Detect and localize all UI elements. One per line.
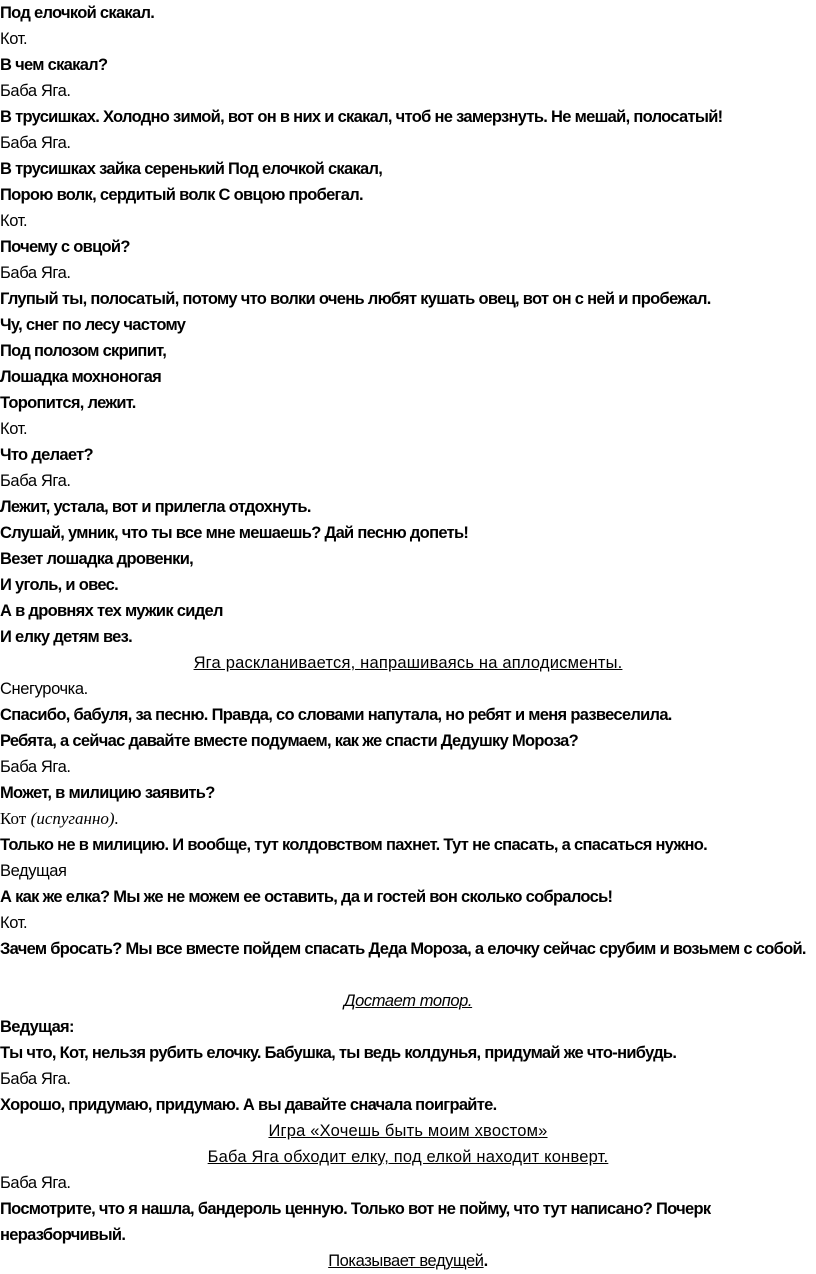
text-line: Что делает? xyxy=(0,446,93,464)
text-line: В трусишках. Холодно зимой, вот он в них и скакал, чтоб не замерзнуть. Не мешай, полосатый! xyxy=(0,108,723,126)
speaker-line: Снегурочка. xyxy=(0,680,88,698)
speaker-line: Баба Яга. xyxy=(0,472,71,490)
speaker-line xyxy=(0,806,816,833)
text-line: Только не в милицию. И вообще, тут колдовством пахнет. Тут не спасать, а спасаться нужно. xyxy=(0,836,707,854)
text-line: Чу, снег по лесу частому xyxy=(0,316,186,334)
text-line: Торопится, лежит. xyxy=(0,394,136,412)
text-line: Ребята, а сейчас давайте вместе подумаем, как же спасти Дедушку Мороза? xyxy=(0,732,579,750)
text-line: Почему с овцой? xyxy=(0,238,130,256)
text-line: Посмотрите, что я нашла, бандероль ценную. Только вот не пойму, что тут написано? Почерк неразборчивый. xyxy=(0,1200,711,1244)
speaker-line: Ведущая xyxy=(0,862,67,880)
speaker-line: Кот. xyxy=(0,420,28,438)
speaker-line: Баба Яга. xyxy=(0,758,71,776)
stage-direction xyxy=(0,1248,816,1274)
text-line: Лежит, устала, вот и прилегла отдохнуть. xyxy=(0,498,311,516)
text-line: Глупый ты, полосатый, потому что волки очень любят кушать овец, вот он с ней и пробежал. xyxy=(0,290,711,308)
text-line: Хорошо, придумаю, придумаю. А вы давайте сначала поиграйте. xyxy=(0,1096,497,1114)
text-line: Порою волк, сердитый волк С овцою пробегал. xyxy=(0,186,363,204)
text-line: Спасибо, бабуля, за песню. Правда, со словами напутала, но ребят и меня развеселила. xyxy=(0,706,672,724)
speaker-line: Кот. xyxy=(0,914,28,932)
speaker-line: Кот. xyxy=(0,212,28,230)
stage-direction-text: Показывает ведущей xyxy=(328,1252,484,1270)
text-line: Под елочкой скакал. xyxy=(0,4,155,22)
text-line: Под полозом скрипит, xyxy=(0,342,167,360)
stage-direction: Игра «Хочешь быть моим хвостом» xyxy=(268,1122,548,1140)
stage-remark: (испуганно). xyxy=(30,809,119,828)
text-line: Лошадка мохноногая xyxy=(0,368,162,386)
speaker-line: Баба Яга. xyxy=(0,134,71,152)
text-line: Слушай, умник, что ты все мне мешаешь? Дай песню допеть! xyxy=(0,524,469,542)
text-line: В чем скакал? xyxy=(0,56,108,74)
stage-direction: Достает топор. xyxy=(343,992,473,1010)
text-line: Везет лошадка дровенки, xyxy=(0,550,194,568)
text-line: Ведущая: xyxy=(0,1018,74,1036)
speaker-line: Баба Яга. xyxy=(0,264,71,282)
stage-direction-period: . xyxy=(483,1252,488,1270)
text-line: В трусишках зайка серенький Под елочкой скакал, xyxy=(0,160,383,178)
text-line: Может, в милицию заявить? xyxy=(0,784,215,802)
text-line: Зачем бросать? Мы все вместе пойдем спасать Деда Мороза, а елочку сейчас срубим и возьмем с собой. xyxy=(0,940,806,958)
speaker-name: Кот xyxy=(0,809,27,828)
speaker-line: Баба Яга. xyxy=(0,82,71,100)
text-line: А в дровнях тех мужик сидел xyxy=(0,602,223,620)
text-line: А как же елка? Мы же не можем ее оставить, да и гостей вон сколько собралось! xyxy=(0,888,613,906)
text-line: И елку детям вез. xyxy=(0,628,133,646)
speaker-line: Кот. xyxy=(0,30,28,48)
stage-direction: Баба Яга обходит елку, под елкой находит конверт. xyxy=(207,1148,609,1166)
text-line: И уголь, и овес. xyxy=(0,576,118,594)
text-line: Ты что, Кот, нельзя рубить елочку. Бабушка, ты ведь колдунья, придумай же что-нибудь. xyxy=(0,1044,677,1062)
speaker-line: Баба Яга. xyxy=(0,1174,71,1192)
stage-direction: Яга раскланивается, напрашиваясь на аплодисменты. xyxy=(193,654,623,672)
speaker-line: Баба Яга. xyxy=(0,1070,71,1088)
